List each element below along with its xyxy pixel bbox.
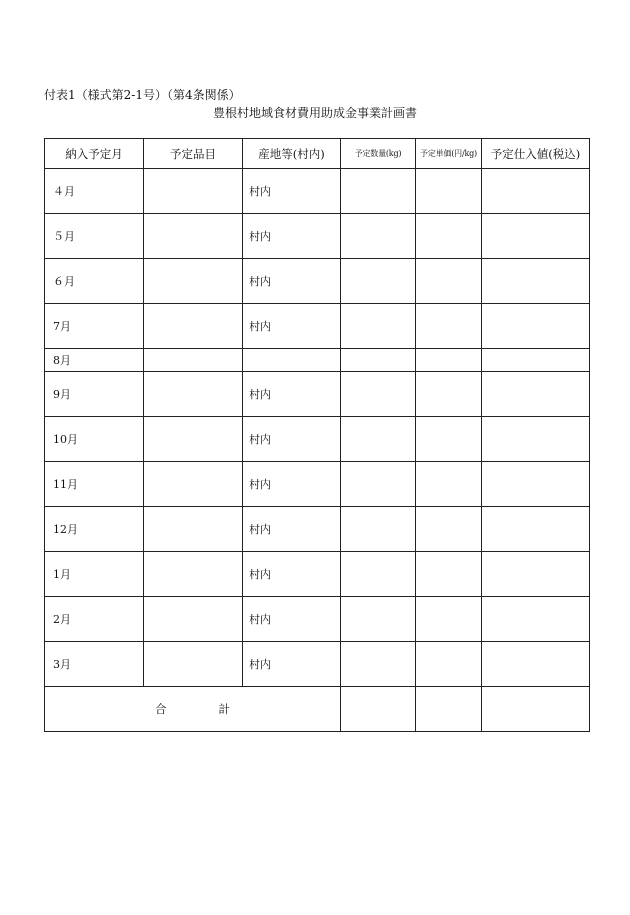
quantity-cell[interactable] (341, 349, 416, 372)
quantity-cell[interactable] (341, 169, 416, 214)
table-row (45, 597, 590, 642)
table-header-row (45, 139, 590, 169)
item-cell[interactable] (144, 214, 243, 259)
item-cell[interactable] (144, 552, 243, 597)
origin-cell (243, 349, 341, 372)
month-cell: 8月 (45, 349, 144, 372)
origin-cell: 村内 (243, 304, 341, 349)
origin-cell: 村内 (243, 214, 341, 259)
table-row (45, 552, 590, 597)
quantity-cell[interactable] (341, 507, 416, 552)
origin-cell: 村内 (243, 507, 341, 552)
unit-price-cell[interactable] (416, 214, 482, 259)
unit-price-cell[interactable] (416, 552, 482, 597)
total-unit-price-cell[interactable] (416, 687, 482, 732)
unit-price-cell[interactable] (416, 507, 482, 552)
month-cell: 11月 (45, 462, 144, 507)
month-cell: 7月 (45, 304, 144, 349)
unit-price-cell[interactable] (416, 259, 482, 304)
purchase-price-cell[interactable] (482, 214, 590, 259)
month-cell: 2月 (45, 597, 144, 642)
item-cell[interactable] (144, 417, 243, 462)
origin-cell: 村内 (243, 169, 341, 214)
quantity-cell[interactable] (341, 462, 416, 507)
unit-price-cell[interactable] (416, 417, 482, 462)
unit-price-cell[interactable] (416, 349, 482, 372)
table-row (45, 417, 590, 462)
month-cell: ６月 (45, 259, 144, 304)
unit-price-cell[interactable] (416, 642, 482, 687)
item-cell[interactable] (144, 507, 243, 552)
item-cell[interactable] (144, 597, 243, 642)
purchase-price-cell[interactable] (482, 304, 590, 349)
origin-cell: 村内 (243, 417, 341, 462)
total-label-first: 合 (155, 702, 167, 716)
origin-cell: 村内 (243, 552, 341, 597)
quantity-cell[interactable] (341, 597, 416, 642)
total-row (45, 687, 590, 732)
unit-price-cell[interactable] (416, 304, 482, 349)
unit-price-cell[interactable] (416, 169, 482, 214)
quantity-cell[interactable] (341, 259, 416, 304)
purchase-price-cell[interactable] (482, 507, 590, 552)
quantity-cell[interactable] (341, 417, 416, 462)
month-cell: 1月 (45, 552, 144, 597)
header-unit-price: 予定単価(円/kg) (416, 139, 482, 169)
total-purchase-price-cell[interactable] (482, 687, 590, 732)
header-purchase-price: 予定仕入値(税込) (482, 139, 590, 169)
unit-price-cell[interactable] (416, 372, 482, 417)
month-cell: ５月 (45, 214, 144, 259)
origin-cell: 村内 (243, 462, 341, 507)
purchase-price-cell[interactable] (482, 417, 590, 462)
origin-cell: 村内 (243, 372, 341, 417)
table-row (45, 372, 590, 417)
month-cell: 9月 (45, 372, 144, 417)
quantity-cell[interactable] (341, 214, 416, 259)
purchase-price-cell[interactable] (482, 372, 590, 417)
total-label-second: 計 (218, 702, 230, 716)
document-title: 豊根村地域食材費用助成金事業計画書 (212, 106, 417, 120)
table-row (45, 259, 590, 304)
item-cell[interactable] (144, 462, 243, 507)
header-quantity: 予定数量(kg) (341, 139, 416, 169)
quantity-cell[interactable] (341, 642, 416, 687)
header-delivery-month: 納入予定月 (45, 139, 144, 169)
total-label-cell (45, 687, 341, 732)
header-origin: 産地等(村内) (243, 139, 341, 169)
purchase-price-cell[interactable] (482, 349, 590, 372)
quantity-cell[interactable] (341, 304, 416, 349)
item-cell[interactable] (144, 372, 243, 417)
table-row (45, 349, 590, 372)
table-row (45, 462, 590, 507)
purchase-price-cell[interactable] (482, 552, 590, 597)
quantity-cell[interactable] (341, 552, 416, 597)
origin-cell: 村内 (243, 597, 341, 642)
origin-cell: 村内 (243, 642, 341, 687)
month-cell: ４月 (45, 169, 144, 214)
month-cell: 10月 (45, 417, 144, 462)
purchase-price-cell[interactable] (482, 462, 590, 507)
plan-table (44, 138, 590, 732)
purchase-price-cell[interactable] (482, 169, 590, 214)
month-cell: 12月 (45, 507, 144, 552)
table-row (45, 214, 590, 259)
item-cell[interactable] (144, 349, 243, 372)
quantity-cell[interactable] (341, 372, 416, 417)
total-quantity-cell[interactable] (341, 687, 416, 732)
purchase-price-cell[interactable] (482, 597, 590, 642)
form-number-label: 付表1（様式第2-1号）（第4条関係） (44, 88, 241, 102)
table-row (45, 169, 590, 214)
table-row (45, 507, 590, 552)
month-cell: 3月 (45, 642, 144, 687)
item-cell[interactable] (144, 642, 243, 687)
item-cell[interactable] (144, 169, 243, 214)
unit-price-cell[interactable] (416, 597, 482, 642)
purchase-price-cell[interactable] (482, 259, 590, 304)
item-cell[interactable] (144, 304, 243, 349)
origin-cell: 村内 (243, 259, 341, 304)
unit-price-cell[interactable] (416, 462, 482, 507)
table-row (45, 304, 590, 349)
table-row (45, 642, 590, 687)
header-planned-item: 予定品目 (144, 139, 243, 169)
purchase-price-cell[interactable] (482, 642, 590, 687)
item-cell[interactable] (144, 259, 243, 304)
